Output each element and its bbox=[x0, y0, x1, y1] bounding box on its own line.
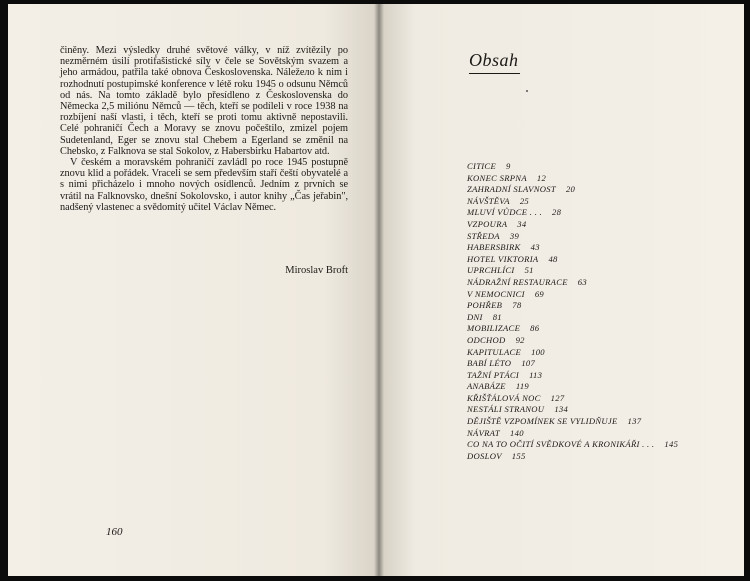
toc-entry-page: 140 bbox=[510, 427, 524, 438]
toc-entry-title: HOTEL VIKTORIA bbox=[467, 253, 539, 264]
toc-entry-page: 51 bbox=[524, 265, 534, 276]
toc-entry bbox=[467, 323, 737, 335]
toc-entry-page: 119 bbox=[515, 381, 530, 392]
toc-entry-title: CO NA TO OČITÍ SVĚDKOVÉ A KRONIKÁŘI . . . bbox=[467, 439, 655, 450]
toc-entry-page: 92 bbox=[515, 334, 525, 345]
toc-entry bbox=[467, 265, 737, 277]
toc-entry-title: POHŘEB bbox=[467, 300, 503, 311]
left-page bbox=[8, 4, 379, 576]
toc-entry-page: 9 bbox=[506, 161, 511, 171]
toc-entry-title: ODCHOD bbox=[467, 334, 506, 345]
toc-entry bbox=[467, 393, 737, 405]
toc-entry-title: NESTÁLI STRANOU bbox=[467, 404, 545, 415]
toc-entry bbox=[467, 404, 737, 416]
toc-entry-title: DĚJIŠTĚ VZPOMÍNEK SE VYLIDŇUJE bbox=[467, 416, 618, 427]
toc-entry bbox=[467, 335, 737, 347]
toc-entry-title: DOSLOV bbox=[467, 450, 502, 461]
paper-speck bbox=[526, 90, 528, 92]
toc-entry-page: 25 bbox=[519, 195, 530, 206]
toc-entry bbox=[467, 439, 737, 451]
toc-entry-title: CITICE bbox=[467, 161, 497, 171]
toc-entry bbox=[467, 416, 737, 428]
toc-entry bbox=[467, 184, 737, 196]
toc-entry bbox=[467, 300, 737, 312]
toc-entry-page: 20 bbox=[565, 184, 576, 195]
toc-entry-title: ANABÁZE bbox=[467, 381, 506, 392]
toc-entry-title: ZAHRADNÍ SLAVNOST bbox=[467, 184, 556, 195]
paragraph: činěny. Mezi výsledky druhé světové války, v níž zvítězily po nezměrném úsilí protifašistické síly v čele se Sovětským svazem a jeho armádou, patřila také obnova Československa. Náležело k nim i rozhodnutí postupimské konference v létě roku 1945 o odsunu Němců od nás. Na tomto základě bylo přesídleno z Československa do Německa 2,5 miliónu Němců — těch, kteří se podíleli v roce 1938 na rozbíjení naší vlasti, i těch, kteří se proti tomu aktivně nepostavili. Celé pohraničí Čech a Moravy se znovu počeštilo, zmizel pojem Sudetenland, Eger se znovu stal Chebem a Egerland se změnil na Chebsko, z Falknova se stal Sokolov, z Habersbirku Habartov atd. bbox=[60, 45, 348, 157]
book-gutter bbox=[374, 4, 384, 576]
left-page-body bbox=[60, 45, 348, 213]
toc-entry-page: 39 bbox=[509, 230, 520, 241]
toc-entry-title: UPRCHLÍCI bbox=[467, 265, 515, 276]
toc-entry-title: HABERSBIRK bbox=[467, 242, 521, 253]
toc-entry bbox=[467, 196, 737, 208]
toc-entry-title: DNI bbox=[467, 311, 483, 322]
toc-entry-title: NÁVŠTĚVA bbox=[467, 195, 510, 206]
toc-entry bbox=[467, 347, 737, 359]
toc-entry-page: 78 bbox=[512, 300, 522, 311]
paragraph: V českém a moravském pohraničí zavládl po roce 1945 postupně znovu klid a pořádek. Vraceli se sem především staří čeští obyvatelé a s nimi přicházelo i mnoho nových osídlenců. Jedním z prvních se vrátil na Falknovsko, dnešní Sokolovsko, i autor knihy „Čas jeřabin", nadšený vlastenec a svědomitý učitel Václav Němec. bbox=[60, 157, 348, 213]
toc-entry bbox=[467, 161, 737, 173]
toc-entry bbox=[467, 173, 737, 185]
toc-entry-page: 12 bbox=[536, 172, 547, 183]
toc-entry bbox=[467, 219, 737, 231]
toc-entry-title: VZPOURA bbox=[467, 218, 508, 229]
page-number: 160 bbox=[106, 526, 123, 538]
toc-heading: Obsah bbox=[469, 50, 519, 70]
toc-entry-page: 145 bbox=[664, 439, 679, 450]
toc-entry-page: 34 bbox=[517, 218, 527, 229]
toc-entry-page: 155 bbox=[511, 450, 526, 461]
toc-entry-page: 137 bbox=[627, 416, 642, 427]
toc-entry bbox=[467, 289, 737, 301]
toc-entry-title: NÁVRAT bbox=[467, 427, 500, 438]
toc-entry-page: 100 bbox=[531, 346, 545, 357]
toc-entry-title: KŘIŠŤÁLOVÁ NOC bbox=[467, 392, 541, 403]
toc-entry-page: 43 bbox=[530, 242, 540, 253]
toc-entry bbox=[467, 428, 737, 440]
toc-entry-title: KONEC SRPNA bbox=[467, 172, 527, 183]
toc-entry bbox=[467, 242, 737, 254]
toc-entry-title: STŘEDA bbox=[467, 230, 500, 241]
toc-entry-title: KAPITULACE bbox=[467, 346, 522, 357]
toc-entry bbox=[467, 277, 737, 289]
toc-entry-title: MLUVÍ VŮDCE . . . bbox=[467, 207, 543, 218]
toc-entry-page: 69 bbox=[534, 288, 545, 299]
toc-entry-page: 63 bbox=[577, 276, 587, 287]
toc-entry-title: BABÍ LÉTO bbox=[467, 358, 512, 369]
toc-entry-title: NÁDRAŽNÍ RESTAURACE bbox=[467, 276, 568, 287]
toc-heading-underline bbox=[469, 73, 520, 74]
toc-entry bbox=[467, 231, 737, 243]
toc-entry-page: 134 bbox=[554, 404, 569, 415]
toc-entry-page: 86 bbox=[530, 323, 540, 334]
toc-entry-page: 81 bbox=[492, 311, 502, 322]
toc-entry-title: V NEMOCNICI bbox=[467, 288, 525, 299]
table-of-contents bbox=[467, 161, 737, 462]
toc-entry-page: 28 bbox=[552, 207, 562, 218]
toc-entry bbox=[467, 370, 737, 382]
toc-entry bbox=[467, 451, 737, 463]
toc-entry-page: 113 bbox=[529, 369, 543, 380]
toc-entry bbox=[467, 207, 737, 219]
toc-entry bbox=[467, 254, 737, 266]
toc-entry-title: MOBILIZACE bbox=[467, 323, 521, 334]
book-spread bbox=[8, 4, 744, 576]
toc-entry bbox=[467, 312, 737, 324]
toc-entry-page: 127 bbox=[550, 392, 565, 403]
toc-entry-page: 107 bbox=[521, 358, 536, 369]
toc-entry bbox=[467, 381, 737, 393]
toc-entry-title: TAŽNÍ PTÁCI bbox=[467, 369, 520, 380]
toc-entry-page: 48 bbox=[548, 253, 558, 264]
right-page bbox=[379, 4, 744, 576]
author-signature: Miroslav Broft bbox=[285, 265, 348, 276]
toc-entry bbox=[467, 358, 737, 370]
